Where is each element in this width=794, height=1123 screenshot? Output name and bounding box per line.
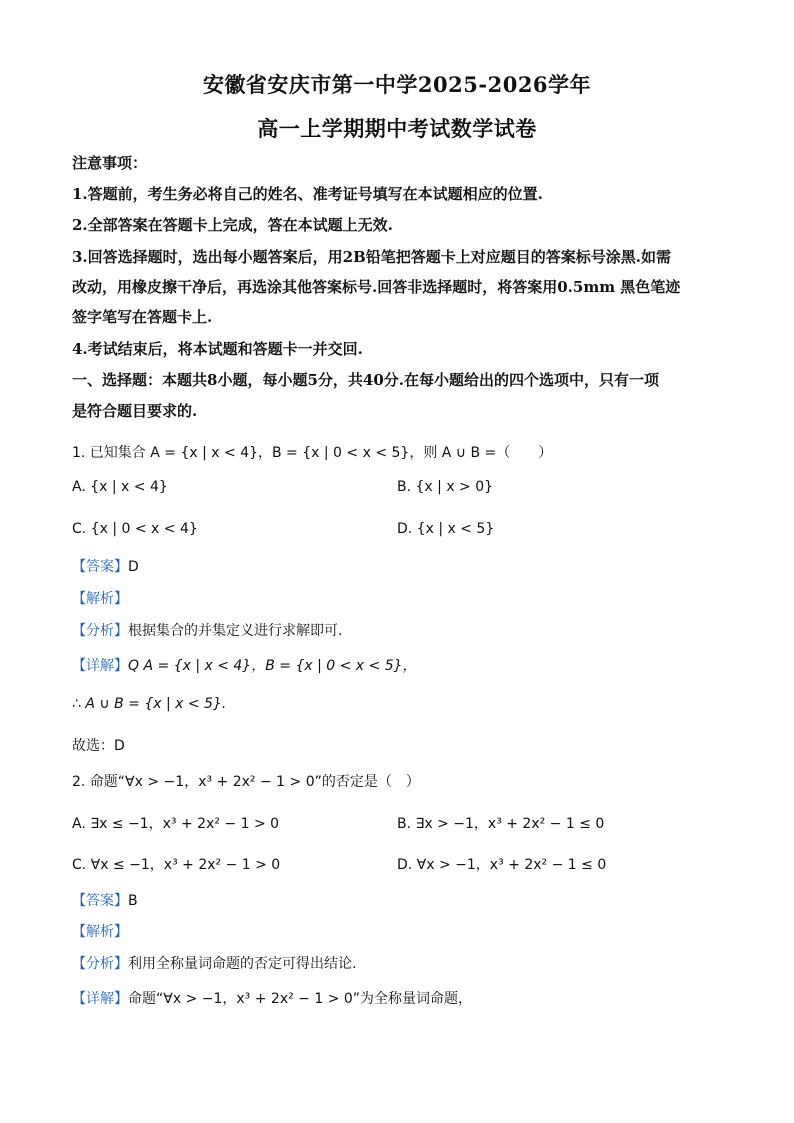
- q2-stem: 2. 命题“∀x > −1，x³ + 2x² − 1 > 0”的否定是（ ）: [72, 774, 420, 790]
- q2-answer-line: [72, 890, 722, 910]
- q2-fenxi: 利用全称量词命题的否定可得出结论.: [128, 956, 357, 972]
- q1-option-a: A. {x | x < 4}: [72, 479, 168, 495]
- q2-option-a: A. ∃x ≤ −1，x³ + 2x² − 1 > 0: [72, 816, 280, 832]
- analysis-tag: 【解析】: [72, 924, 128, 940]
- detail-tag: 【详解】: [72, 991, 128, 1007]
- q1-detail-line: [72, 655, 722, 675]
- q2-option-c: C. ∀x ≤ −1，x³ + 2x² − 1 > 0: [72, 857, 281, 873]
- q2-option-b: B. ∃x > −1，x³ + 2x² − 1 ≤ 0: [397, 816, 605, 832]
- note-3-line3: 签字笔写在答题卡上.: [72, 308, 213, 326]
- notes-header: 注意事项：: [72, 154, 148, 172]
- q1-option-d: D. {x | x < 5}: [397, 521, 495, 537]
- q1-detail-2: ∴ A ∪ B = {x | x < 5}.: [72, 696, 227, 712]
- note-2: 2.全部答案在答题卡上完成，答在本试题上无效.: [72, 216, 393, 234]
- analysis-tag: 【解析】: [72, 591, 128, 607]
- q1-analysis-line: [72, 588, 722, 608]
- q2-answer: B: [128, 893, 138, 909]
- q1-answer: D: [128, 559, 139, 575]
- note-4: 4.考试结束后，将本试题和答题卡一并交回.: [72, 340, 363, 358]
- q1-detail-1: Q A = {x | x < 4}，B = {x | 0 < x < 5}，: [128, 658, 417, 674]
- q2-option-d: D. ∀x > −1，x³ + 2x² − 1 ≤ 0: [397, 857, 607, 873]
- note-3-line1: 3.回答选择题时，选出每小题答案后，用2B铅笔把答题卡上对应题目的答案标号涂黑.如需: [72, 248, 672, 266]
- note-1: 1.答题前，考生务必将自己的姓名、准考证号填写在本试题相应的位置.: [72, 185, 543, 203]
- q2-analysis-line: [72, 921, 722, 941]
- section-heading-line2: 是符合题目要求的.: [72, 402, 198, 420]
- q1-fenxi: 根据集合的并集定义进行求解即可.: [128, 623, 343, 639]
- detail-tag: 【详解】: [72, 658, 128, 674]
- q1-answer-line: [72, 556, 722, 576]
- answer-tag: 【答案】: [72, 559, 128, 575]
- exam-title-line1: 安徽省安庆市第一中学2025-2026学年: [202, 72, 592, 97]
- q1-choose: 故选：D: [72, 738, 125, 754]
- q2-detail-line: [72, 988, 722, 1008]
- q1-option-b: B. {x | x > 0}: [397, 479, 494, 495]
- q1-option-c: C. {x | 0 < x < 4}: [72, 521, 198, 537]
- note-3-line2: 改动，用橡皮擦干净后，再选涂其他答案标号.回答非选择题时，将答案用0.5mm 黑色笔迹: [72, 278, 681, 296]
- q2-fenxi-line: [72, 953, 722, 973]
- exam-title-line2: 高一上学期期中考试数学试卷: [257, 116, 537, 141]
- q1-stem: 1. 已知集合 A = {x | x < 4}，B = {x | 0 < x < 5}，则 A ∪ B =（ ）: [72, 445, 553, 461]
- section-heading-line1: 一、选择题：本题共8小题，每小题5分，共40分.在每小题给出的四个选项中，只有一项: [72, 371, 659, 389]
- q1-fenxi-line: [72, 620, 722, 640]
- q2-detail-1: 命题“∀x > −1，x³ + 2x² − 1 > 0”为全称量词命题，: [128, 991, 473, 1007]
- fenxi-tag: 【分析】: [72, 623, 128, 639]
- fenxi-tag: 【分析】: [72, 956, 128, 972]
- answer-tag: 【答案】: [72, 893, 128, 909]
